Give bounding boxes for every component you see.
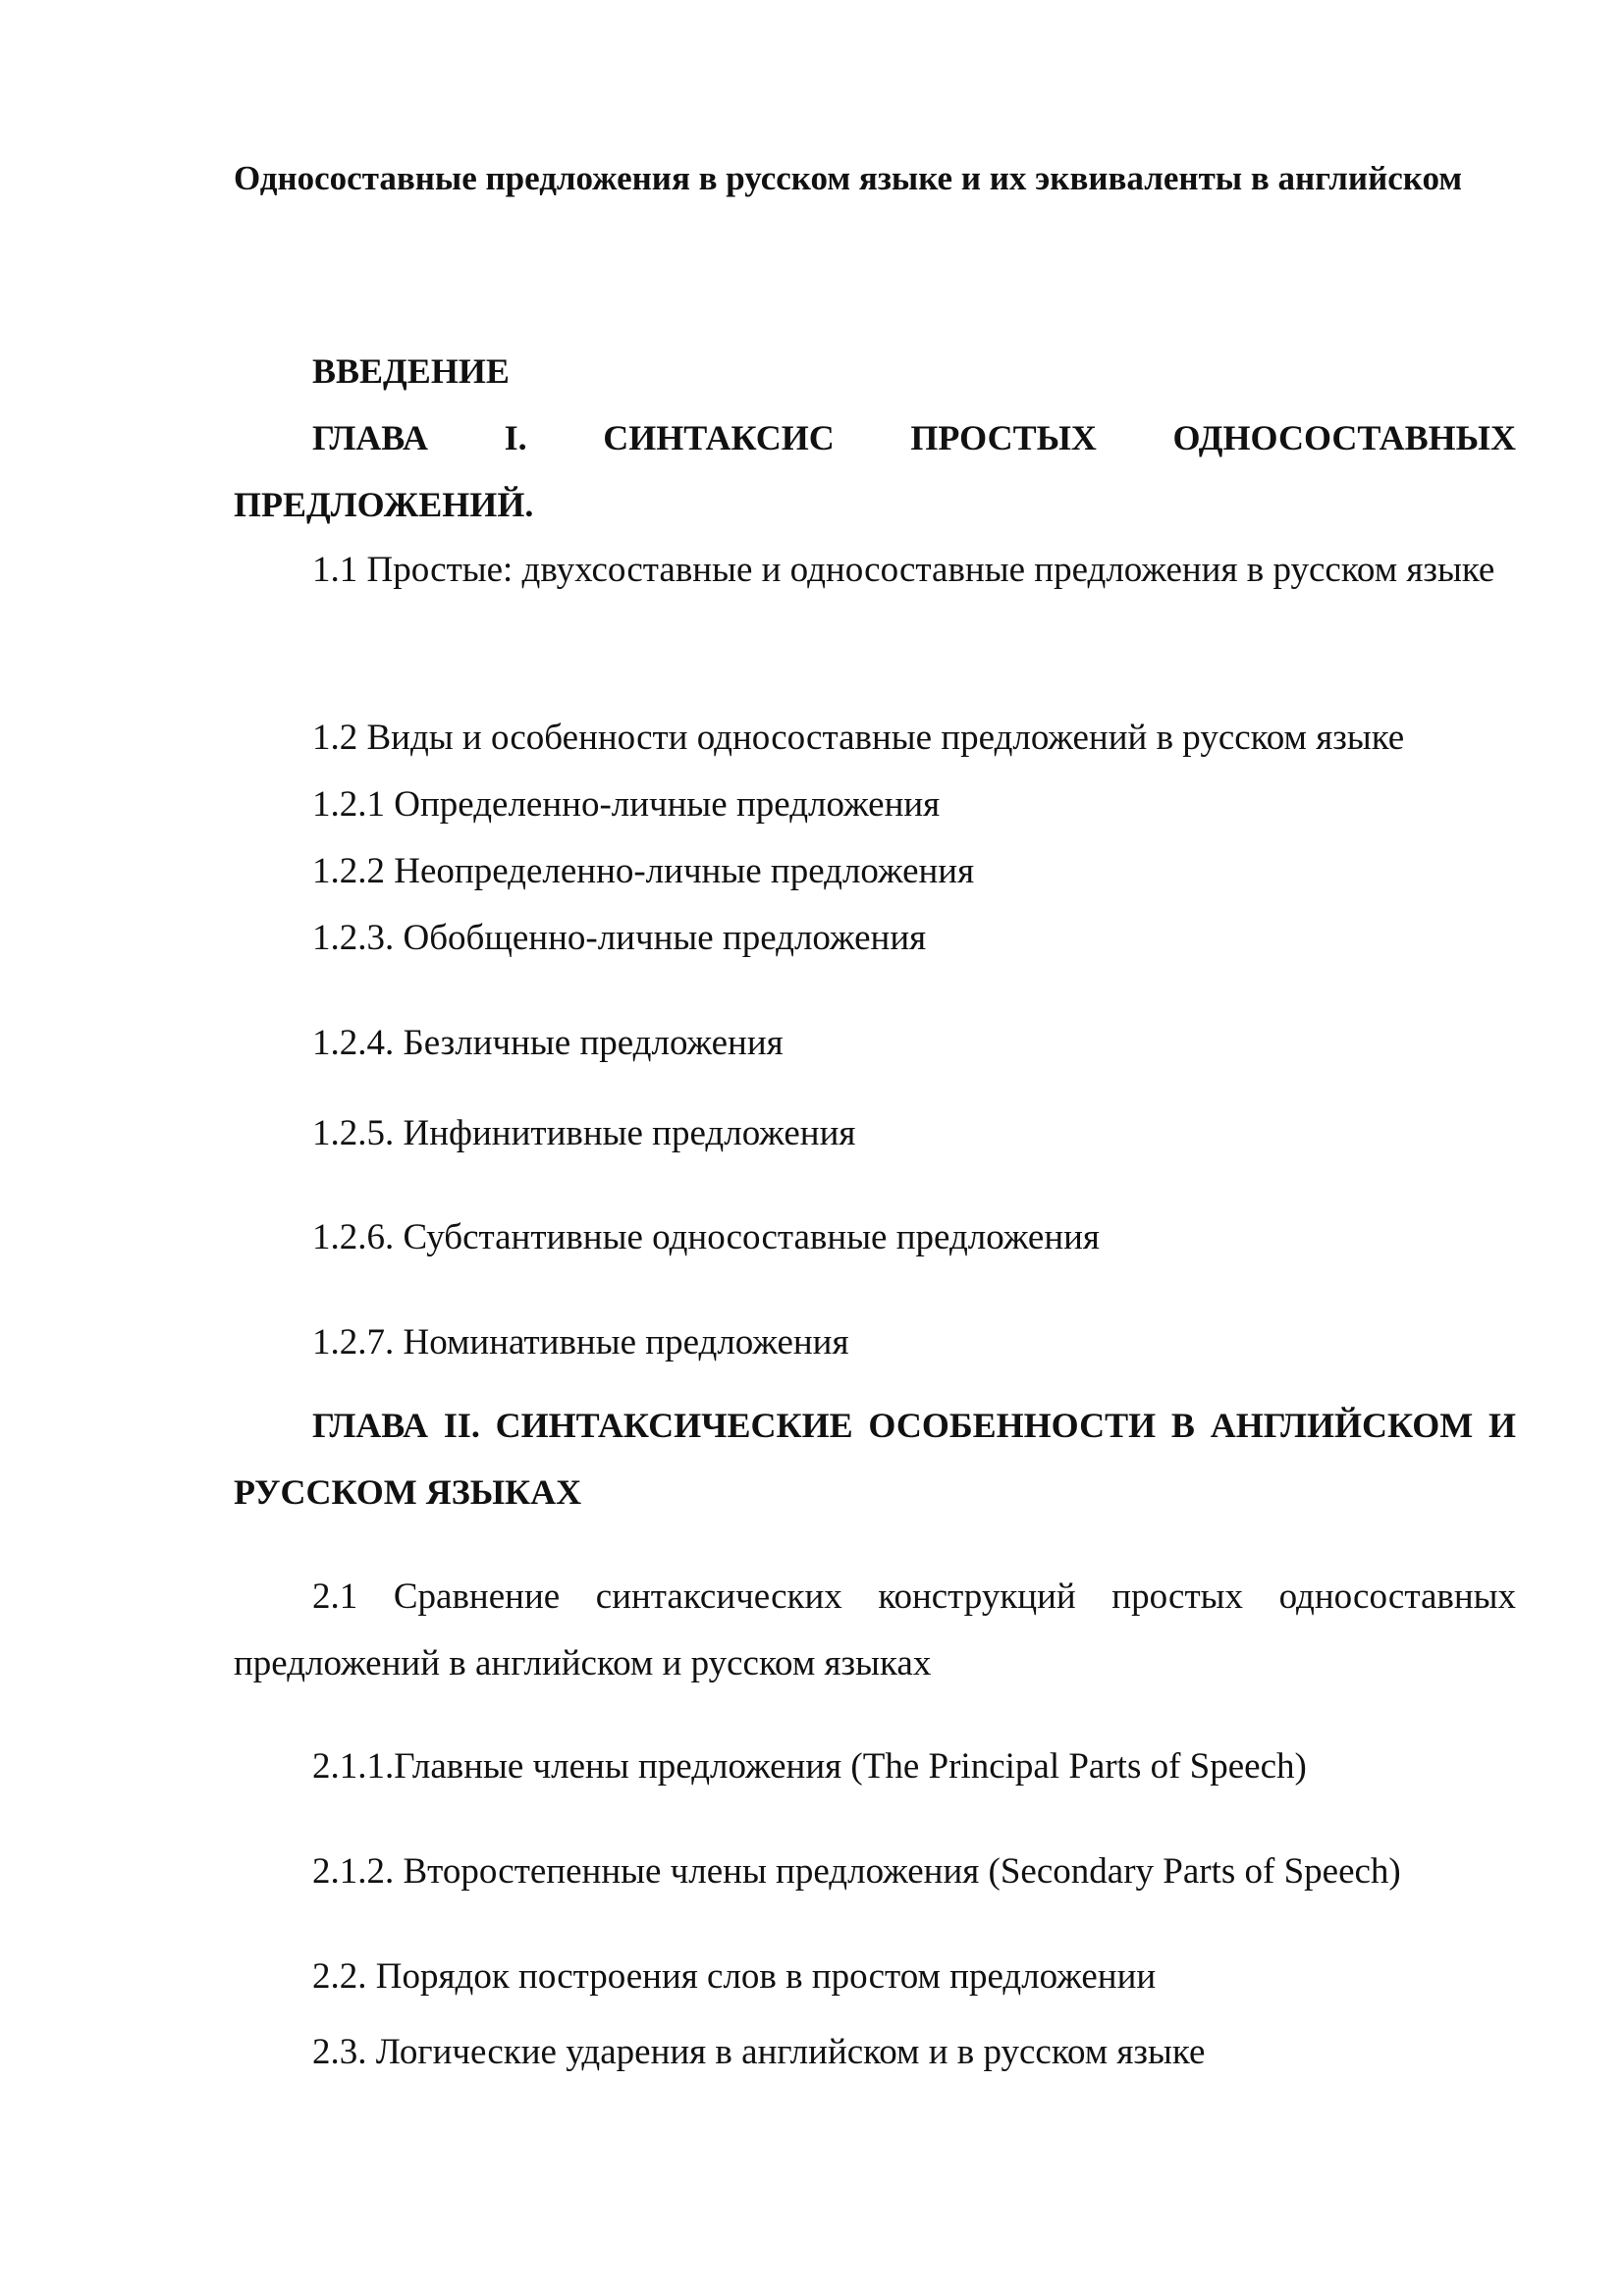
toc-section-1-2: 1.2 Виды и особенности односоставные предложений в русском языке — [312, 718, 1405, 758]
document-title: Односоставные предложения в русском языке и их эквиваленты в английском — [234, 159, 1463, 197]
toc-section-1-2-4: 1.2.4. Безличные предложения — [312, 1023, 784, 1063]
toc-section-1-2-5: 1.2.5. Инфинитивные предложения — [312, 1113, 856, 1153]
toc-section-1-2-3: 1.2.3. Обобщенно-личные предложения — [312, 918, 927, 958]
toc-section-1-1: 1.1 Простые: двухсоставные и односоставные предложения в русском языке — [312, 550, 1495, 590]
toc-section-1-2-2: 1.2.2 Неопределенно-личные предложения — [312, 851, 975, 891]
toc-section-1-2-7: 1.2.7. Номинативные предложения — [312, 1322, 849, 1362]
toc-section-2-1: 2.1 Сравнение синтаксических конструкций простых односоставных предложений в английском и русском языках — [234, 1576, 1516, 1683]
toc-section-2-3: 2.3. Логические ударения в английском и в русском языке — [312, 2032, 1206, 2072]
toc-chapter-2: ГЛАВА II. СИНТАКСИЧЕСКИЕ ОСОБЕННОСТИ В АНГЛИЙСКОМ И РУССКОМ ЯЗЫКАХ — [234, 1406, 1516, 1512]
toc-section-1-2-1: 1.2.1 Определенно-личные предложения — [312, 784, 941, 825]
toc-introduction: ВВЕДЕНИЕ — [312, 351, 510, 391]
toc-section-1-2-6: 1.2.6. Субстантивные односоставные предложения — [312, 1217, 1100, 1257]
toc-section-2-2: 2.2. Порядок построения слов в простом предложении — [312, 1956, 1157, 1997]
toc-section-2-1-2: 2.1.2. Второстепенные члены предложения (Secondary Parts of Speech) — [312, 1851, 1401, 1892]
toc-section-2-1-1: 2.1.1.Главные члены предложения (The Principal Parts of Speech) — [312, 1746, 1307, 1787]
toc-chapter-1: ГЛАВА I. СИНТАКСИС ПРОСТЫХ ОДНОСОСТАВНЫХ ПРЕДЛОЖЕНИЙ. — [234, 418, 1516, 524]
